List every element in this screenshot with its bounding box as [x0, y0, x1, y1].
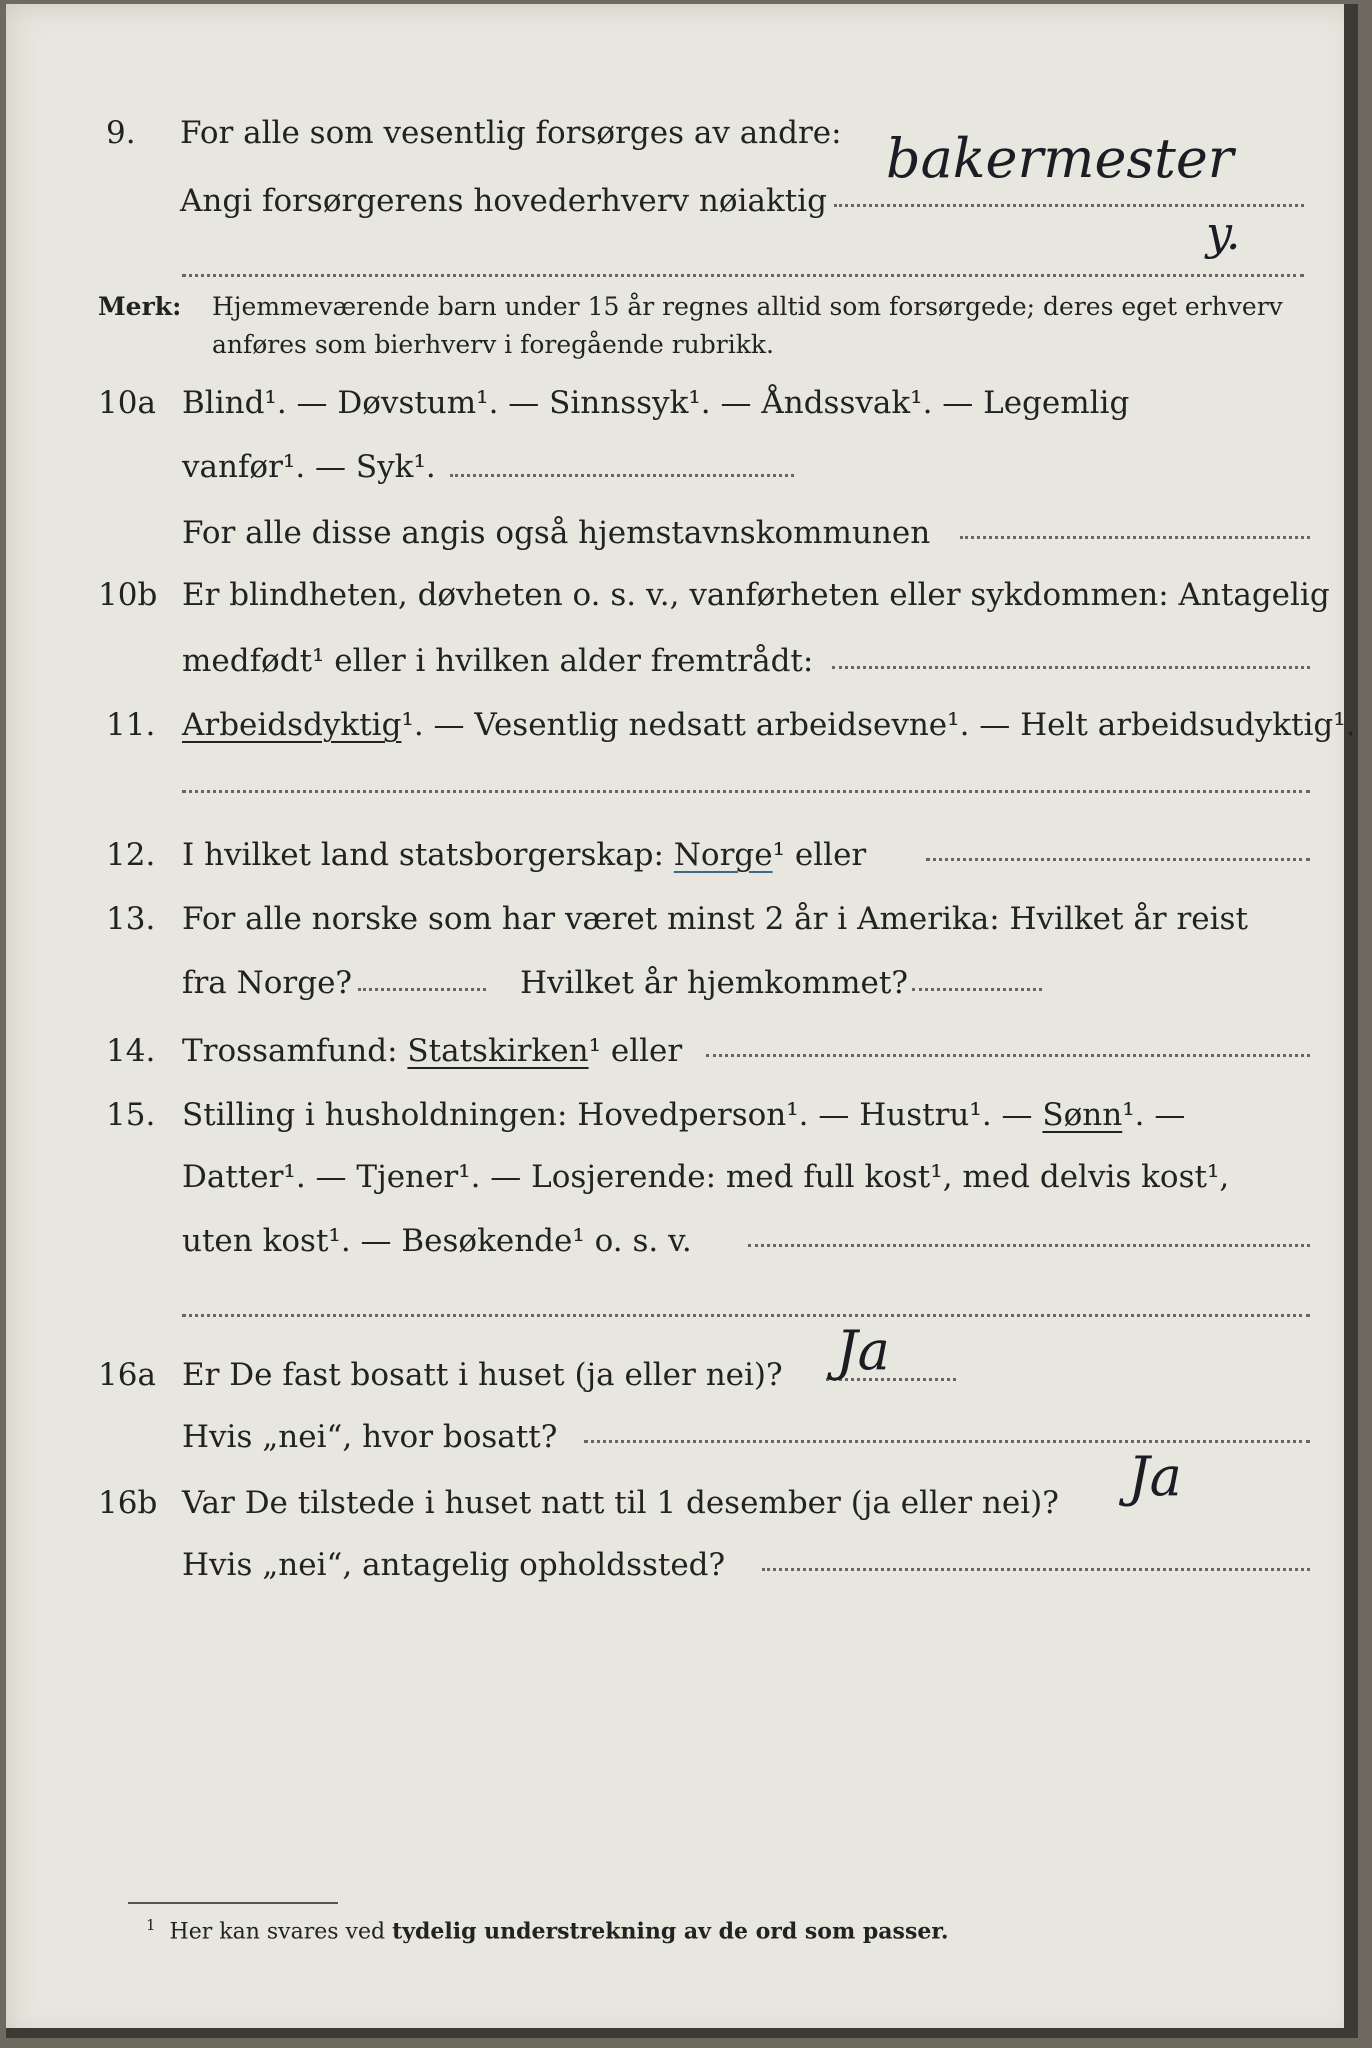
- q16a-handwritten-answer[interactable]: Ja: [836, 1319, 890, 1382]
- footnote: [146, 1918, 949, 1943]
- q15-line1-tail: ¹. —: [1122, 1097, 1186, 1133]
- footnote-text: Her kan svares ved: [169, 1919, 386, 1945]
- q16a-line1: Er De fast bosatt i huset (ja eller nei)?: [182, 1357, 783, 1393]
- q9-handwritten-mark: y.: [1206, 206, 1241, 260]
- q10a-number: 10a: [98, 385, 156, 421]
- q9-line1: For alle som vesentlig forsørges av andre:: [180, 115, 842, 151]
- q9-handwritten-answer[interactable]: bakermester: [886, 127, 1234, 190]
- q15-line2: Datter¹. — Tjener¹. — Losjerende: med full kost¹, med delvis kost¹,: [182, 1159, 1230, 1195]
- q14-option-statskirken[interactable]: Statskirken: [407, 1033, 589, 1069]
- q11-rest: ¹. — Vesentlig nedsatt arbeidsevne¹. — Helt arbeidsudyktig¹.: [401, 707, 1356, 743]
- note-line2: anføres som bierhverv i foregående rubrikk.: [212, 330, 774, 359]
- q14-post: ¹ eller: [588, 1033, 683, 1069]
- q10a-answer-line: [450, 474, 794, 477]
- q9-extra-line: [182, 274, 1304, 277]
- q12-question: I hvilket land statsborgerskap:: [182, 837, 664, 873]
- q10b-answer-line: [832, 666, 1310, 669]
- q16b-line2: Hvis „nei“, antagelig opholdssted?: [182, 1547, 726, 1583]
- q11-number: 11.: [106, 707, 156, 743]
- q10b-number: 10b: [98, 577, 158, 613]
- census-form-page: [6, 4, 1358, 2038]
- footnote-bold-text: tydelig understrekning av de ord som passer.: [392, 1918, 949, 1945]
- q10b-line2: medfødt¹ eller i hvilken alder fremtrådt:: [182, 643, 814, 679]
- q14-question: Trossamfund:: [182, 1033, 398, 1069]
- q16b-number: 16b: [98, 1485, 158, 1521]
- q12-option-norge[interactable]: Norge: [673, 837, 773, 873]
- q16b-line1: Var De tilstede i huset natt til 1 desember (ja eller nei)?: [182, 1485, 1059, 1521]
- footnote-mark: 1: [146, 1916, 156, 1934]
- q13-year-returned-line: [912, 988, 1042, 991]
- q10a-commune-line: [960, 536, 1310, 539]
- q12-answer-line: [926, 858, 1310, 861]
- scan-edge-bottom: [6, 2028, 1358, 2038]
- q12-post: ¹ eller: [772, 837, 867, 873]
- q16a-where-line: [584, 1440, 1310, 1443]
- q13-year-left-line: [358, 988, 486, 991]
- q10a-line2: vanfør¹. — Syk¹.: [182, 449, 436, 485]
- q15-line1-text: Stilling i husholdningen: Hovedperson¹. — Hustru¹. —: [182, 1097, 1033, 1133]
- q12-line: [182, 837, 867, 873]
- scan-edge-right: [1344, 4, 1358, 2038]
- q9-line2: Angi forsørgerens hovederhverv nøiaktig: [180, 183, 827, 219]
- q10a-line3: For alle disse angis også hjemstavnskommunen: [182, 515, 931, 551]
- q10b-line1: Er blindheten, døvheten o. s. v., vanførheten eller sykdommen: Antagelig: [182, 577, 1330, 613]
- note-label: Merk:: [98, 292, 182, 321]
- q16a-line2: Hvis „nei“, hvor bosatt?: [182, 1419, 558, 1455]
- q14-line: [182, 1033, 683, 1069]
- q13-line1: For alle norske som har været minst 2 år i Amerika: Hvilket år reist: [182, 901, 1248, 937]
- note-line1: Hjemmeværende barn under 15 år regnes alltid som forsørgede; deres eget erhverv: [212, 292, 1283, 321]
- q16b-handwritten-answer[interactable]: Ja: [1128, 1445, 1182, 1508]
- q15-line3: uten kost¹. — Besøkende¹ o. s. v.: [182, 1223, 692, 1259]
- q11-option-arbeidsdyktig[interactable]: Arbeidsdyktig: [182, 707, 402, 743]
- q12-number: 12.: [106, 837, 156, 873]
- q16a-number: 16a: [98, 1357, 156, 1393]
- q15-number: 15.: [106, 1097, 156, 1133]
- footnote-rule: [128, 1902, 338, 1904]
- q9-number: 9.: [106, 115, 136, 151]
- q13-number: 13.: [106, 901, 156, 937]
- q16b-where-line: [762, 1568, 1310, 1571]
- q11-extra-line: [182, 790, 1310, 793]
- q13-line2a: fra Norge?: [182, 965, 353, 1001]
- q15-option-sonn[interactable]: Sønn: [1042, 1097, 1123, 1133]
- q15-line1: [182, 1097, 1186, 1133]
- q14-number: 14.: [106, 1033, 156, 1069]
- q14-answer-line: [706, 1054, 1310, 1057]
- q11-line: [182, 707, 1356, 743]
- q10a-line1: Blind¹. — Døvstum¹. — Sinnssyk¹. — Åndssvak¹. — Legemlig: [182, 385, 1130, 421]
- q15-extra-line: [182, 1314, 1310, 1317]
- q13-line2b: Hvilket år hjemkommet?: [520, 965, 908, 1001]
- q15-answer-line: [748, 1244, 1310, 1247]
